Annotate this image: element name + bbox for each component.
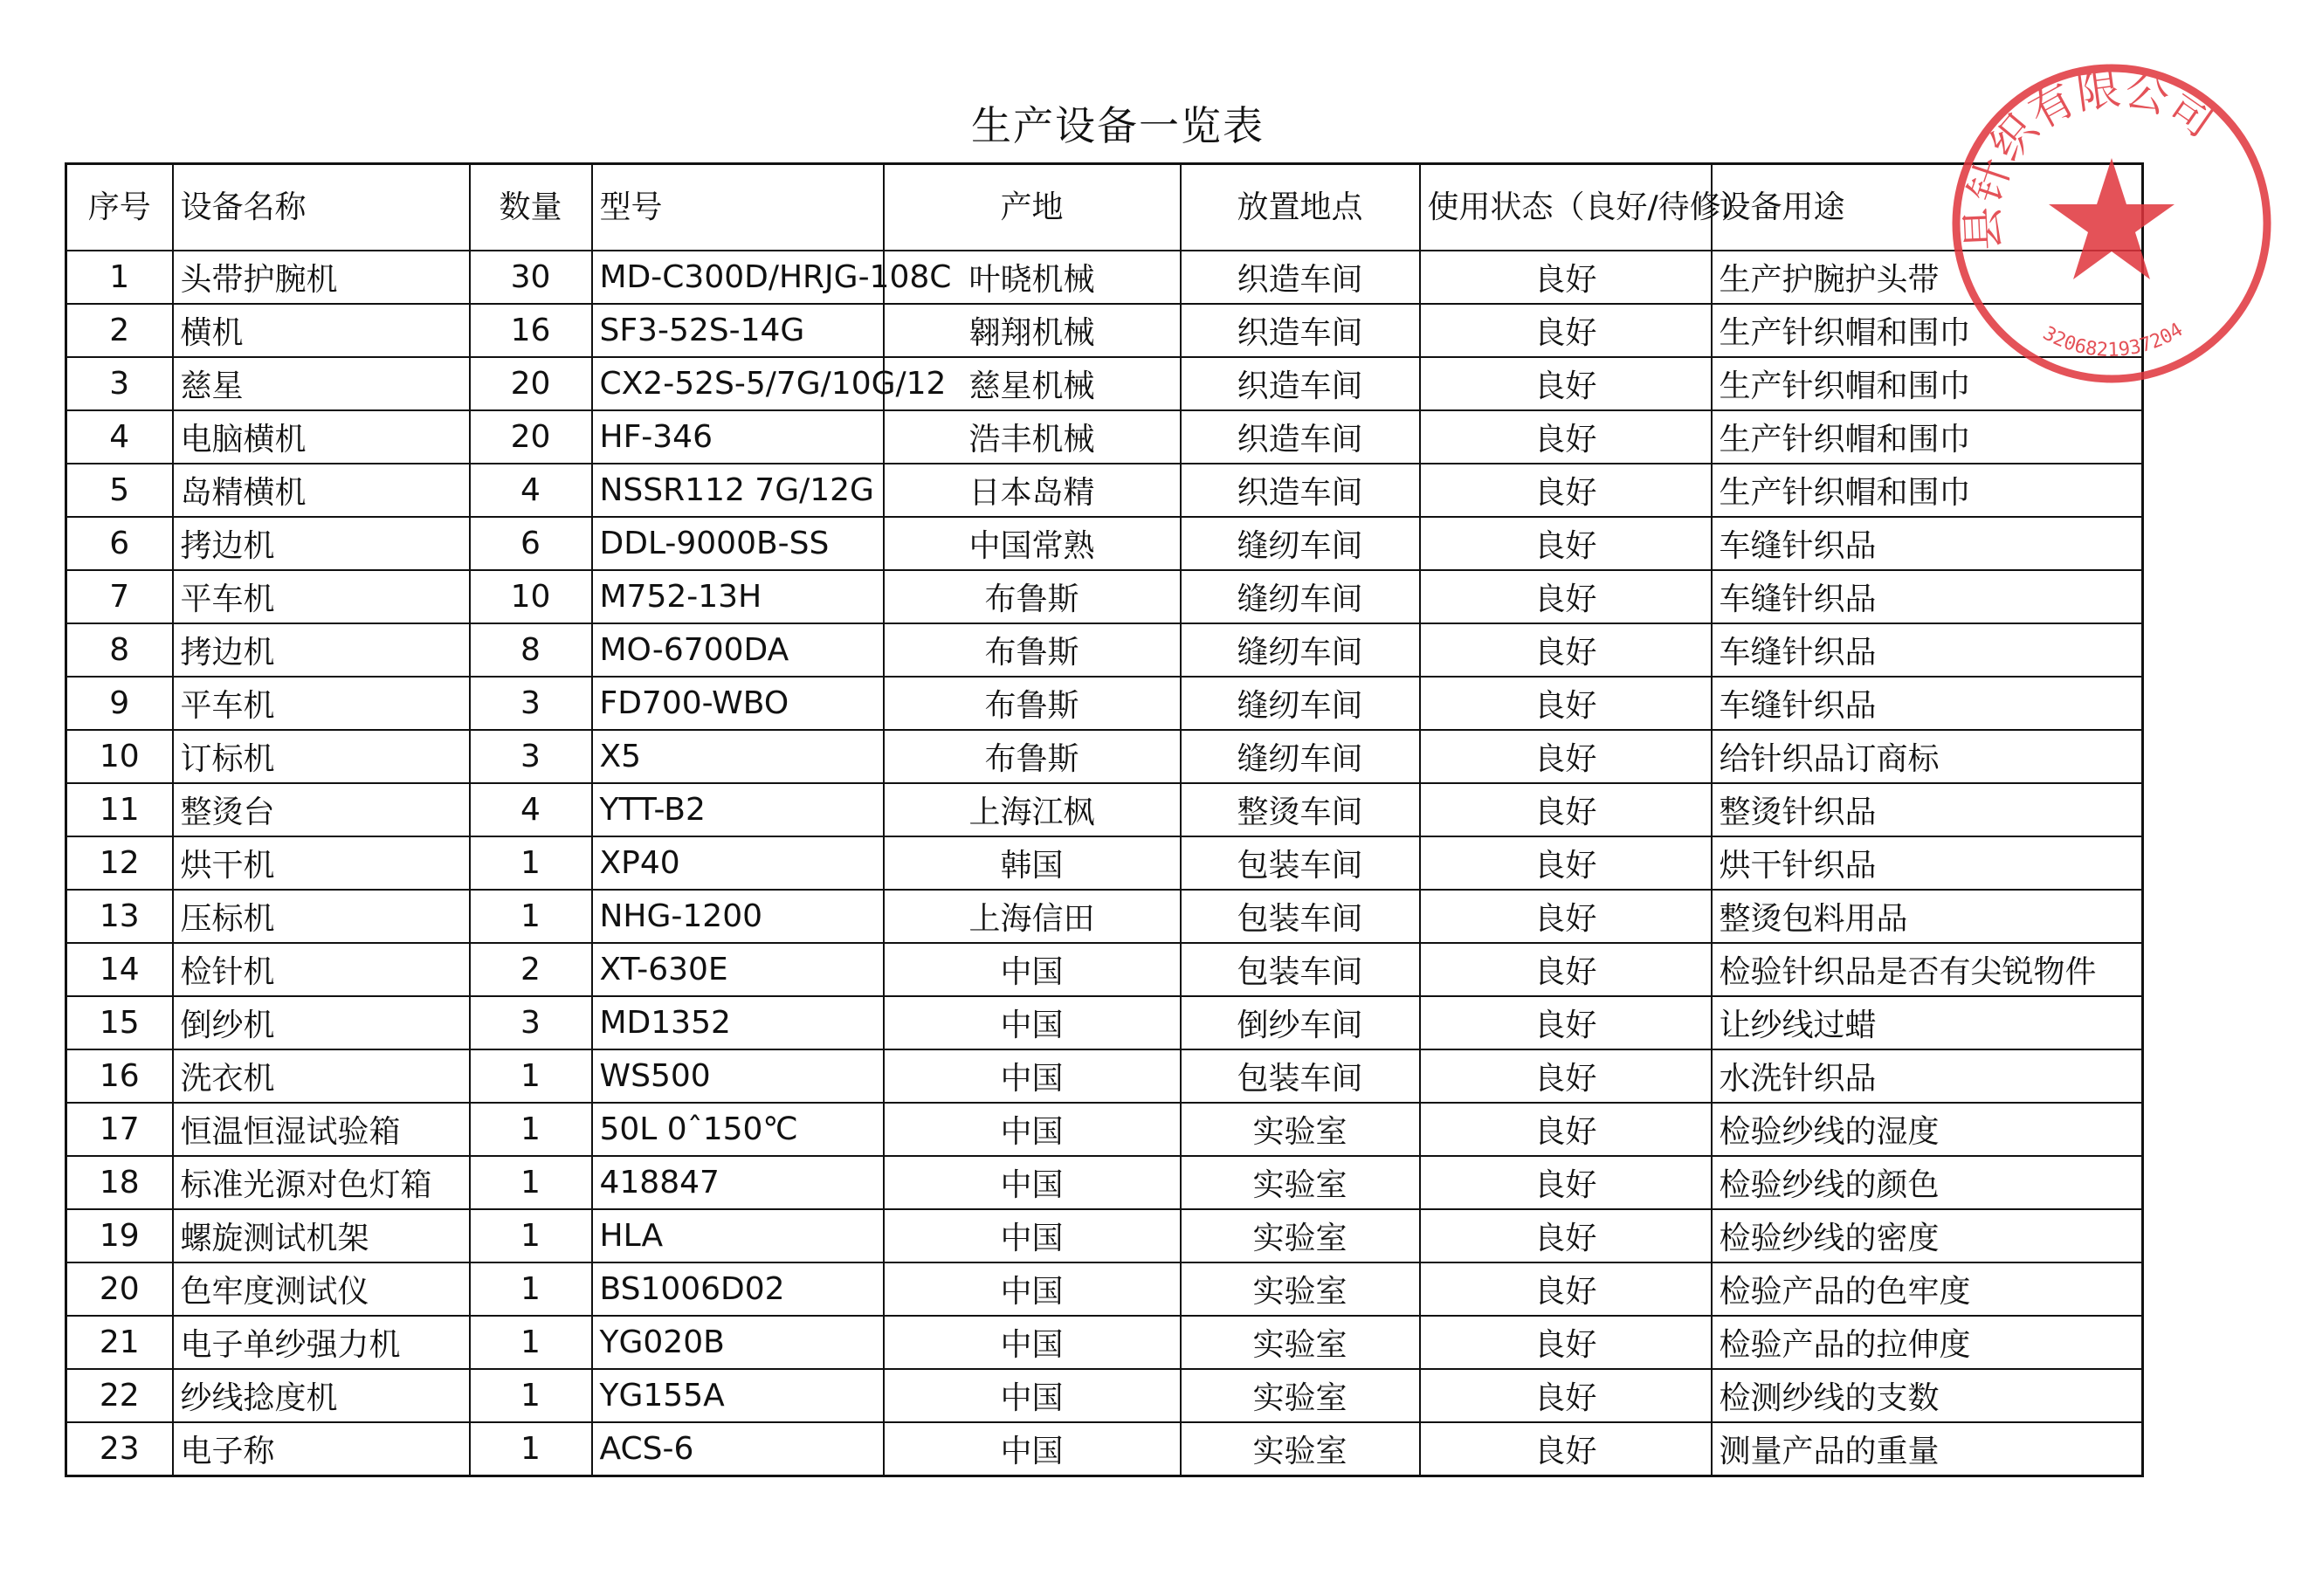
cell-qty: 1 bbox=[470, 1262, 592, 1316]
header-status: 使用状态（良好/待修） bbox=[1420, 164, 1712, 251]
cell-model: WS500 bbox=[592, 1049, 884, 1103]
cell-origin: 中国常熟 bbox=[884, 517, 1181, 570]
cell-model: DDL-9000B-SS bbox=[592, 517, 884, 570]
table-row bbox=[66, 464, 2143, 517]
cell-model: FD700-WBO bbox=[592, 677, 884, 730]
cell-origin: 叶晓机械 bbox=[884, 251, 1181, 304]
cell-origin: 中国 bbox=[884, 1422, 1181, 1476]
cell-index: 21 bbox=[66, 1316, 173, 1369]
cell-index: 23 bbox=[66, 1422, 173, 1476]
cell-index: 4 bbox=[66, 410, 173, 464]
cell-status: 良好 bbox=[1420, 890, 1712, 943]
cell-origin: 布鲁斯 bbox=[884, 570, 1181, 623]
cell-name: 洗衣机 bbox=[173, 1049, 470, 1103]
cell-purpose: 生产针织帽和围巾 bbox=[1712, 357, 2143, 410]
cell-qty: 2 bbox=[470, 943, 592, 996]
cell-purpose: 生产针织帽和围巾 bbox=[1712, 464, 2143, 517]
cell-status: 良好 bbox=[1420, 570, 1712, 623]
cell-index: 22 bbox=[66, 1369, 173, 1422]
cell-name: 标准光源对色灯箱 bbox=[173, 1156, 470, 1209]
cell-name: 整烫台 bbox=[173, 783, 470, 836]
cell-location: 倒纱车间 bbox=[1181, 996, 1420, 1049]
cell-model: SF3-52S-14G bbox=[592, 304, 884, 357]
cell-purpose: 整烫包料用品 bbox=[1712, 890, 2143, 943]
cell-name: 拷边机 bbox=[173, 517, 470, 570]
cell-name: 压标机 bbox=[173, 890, 470, 943]
table-row bbox=[66, 570, 2143, 623]
cell-purpose: 检验产品的拉伸度 bbox=[1712, 1316, 2143, 1369]
cell-model: X5 bbox=[592, 730, 884, 783]
cell-model: YTT-B2 bbox=[592, 783, 884, 836]
cell-index: 19 bbox=[66, 1209, 173, 1262]
cell-status: 良好 bbox=[1420, 357, 1712, 410]
cell-origin: 上海信田 bbox=[884, 890, 1181, 943]
cell-qty: 1 bbox=[470, 1422, 592, 1476]
cell-name: 电子称 bbox=[173, 1422, 470, 1476]
cell-location: 包装车间 bbox=[1181, 1049, 1420, 1103]
cell-status: 良好 bbox=[1420, 783, 1712, 836]
cell-purpose: 检验纱线的颜色 bbox=[1712, 1156, 2143, 1209]
cell-model: MO-6700DA bbox=[592, 623, 884, 677]
cell-model: HLA bbox=[592, 1209, 884, 1262]
cell-status: 良好 bbox=[1420, 836, 1712, 890]
cell-index: 14 bbox=[66, 943, 173, 996]
cell-status: 良好 bbox=[1420, 1316, 1712, 1369]
table-row bbox=[66, 1316, 2143, 1369]
cell-origin: 翱翔机械 bbox=[884, 304, 1181, 357]
table-row bbox=[66, 783, 2143, 836]
cell-status: 良好 bbox=[1420, 1209, 1712, 1262]
cell-status: 良好 bbox=[1420, 517, 1712, 570]
header-qty: 数量 bbox=[470, 164, 592, 251]
cell-index: 7 bbox=[66, 570, 173, 623]
cell-location: 缝纫车间 bbox=[1181, 517, 1420, 570]
cell-name: 拷边机 bbox=[173, 623, 470, 677]
cell-model: NSSR112 7G/12G bbox=[592, 464, 884, 517]
cell-model: XT-630E bbox=[592, 943, 884, 996]
cell-status: 良好 bbox=[1420, 1103, 1712, 1156]
cell-origin: 布鲁斯 bbox=[884, 730, 1181, 783]
table-row bbox=[66, 1049, 2143, 1103]
cell-location: 缝纫车间 bbox=[1181, 730, 1420, 783]
cell-status: 良好 bbox=[1420, 1262, 1712, 1316]
header-purpose: 设备用途 bbox=[1712, 164, 2143, 251]
header-model: 型号 bbox=[592, 164, 884, 251]
cell-qty: 1 bbox=[470, 1049, 592, 1103]
cell-qty: 4 bbox=[470, 464, 592, 517]
cell-status: 良好 bbox=[1420, 730, 1712, 783]
table-row bbox=[66, 943, 2143, 996]
cell-index: 10 bbox=[66, 730, 173, 783]
cell-qty: 20 bbox=[470, 357, 592, 410]
cell-location: 缝纫车间 bbox=[1181, 677, 1420, 730]
cell-index: 18 bbox=[66, 1156, 173, 1209]
cell-name: 检针机 bbox=[173, 943, 470, 996]
cell-model: NHG-1200 bbox=[592, 890, 884, 943]
cell-model: YG020B bbox=[592, 1316, 884, 1369]
cell-name: 订标机 bbox=[173, 730, 470, 783]
cell-model: BS1006D02 bbox=[592, 1262, 884, 1316]
cell-qty: 1 bbox=[470, 1156, 592, 1209]
table-row bbox=[66, 357, 2143, 410]
cell-origin: 中国 bbox=[884, 1049, 1181, 1103]
cell-model: HF-346 bbox=[592, 410, 884, 464]
cell-purpose: 整烫针织品 bbox=[1712, 783, 2143, 836]
table-row bbox=[66, 623, 2143, 677]
cell-qty: 10 bbox=[470, 570, 592, 623]
cell-origin: 日本岛精 bbox=[884, 464, 1181, 517]
header-name: 设备名称 bbox=[173, 164, 470, 251]
cell-index: 3 bbox=[66, 357, 173, 410]
cell-origin: 中国 bbox=[884, 996, 1181, 1049]
cell-origin: 布鲁斯 bbox=[884, 677, 1181, 730]
cell-location: 实验室 bbox=[1181, 1422, 1420, 1476]
cell-qty: 3 bbox=[470, 677, 592, 730]
cell-purpose: 车缝针织品 bbox=[1712, 677, 2143, 730]
cell-location: 缝纫车间 bbox=[1181, 570, 1420, 623]
cell-model: MD-C300D/HRJG-108C bbox=[592, 251, 884, 304]
cell-index: 6 bbox=[66, 517, 173, 570]
cell-name: 平车机 bbox=[173, 570, 470, 623]
header-location: 放置地点 bbox=[1181, 164, 1420, 251]
cell-name: 螺旋测试机架 bbox=[173, 1209, 470, 1262]
cell-model: XP40 bbox=[592, 836, 884, 890]
cell-qty: 30 bbox=[470, 251, 592, 304]
cell-name: 纱线捻度机 bbox=[173, 1369, 470, 1422]
cell-origin: 中国 bbox=[884, 1103, 1181, 1156]
header-index: 序号 bbox=[66, 164, 173, 251]
table-row bbox=[66, 304, 2143, 357]
table-row bbox=[66, 1209, 2143, 1262]
cell-purpose: 生产针织帽和围巾 bbox=[1712, 410, 2143, 464]
cell-origin: 中国 bbox=[884, 1369, 1181, 1422]
cell-status: 良好 bbox=[1420, 943, 1712, 996]
table-row bbox=[66, 1369, 2143, 1422]
cell-model: MD1352 bbox=[592, 996, 884, 1049]
cell-name: 恒温恒湿试验箱 bbox=[173, 1103, 470, 1156]
equipment-table bbox=[65, 162, 2144, 1477]
cell-qty: 1 bbox=[470, 1316, 592, 1369]
cell-purpose: 给针织品订商标 bbox=[1712, 730, 2143, 783]
cell-purpose: 烘干针织品 bbox=[1712, 836, 2143, 890]
cell-purpose: 车缝针织品 bbox=[1712, 517, 2143, 570]
cell-index: 20 bbox=[66, 1262, 173, 1316]
cell-location: 整烫车间 bbox=[1181, 783, 1420, 836]
cell-location: 织造车间 bbox=[1181, 304, 1420, 357]
header-origin: 产地 bbox=[884, 164, 1181, 251]
cell-origin: 中国 bbox=[884, 1209, 1181, 1262]
seal-text: 县针织有限公司 bbox=[1957, 63, 2224, 252]
cell-name: 电子单纱强力机 bbox=[173, 1316, 470, 1369]
cell-index: 5 bbox=[66, 464, 173, 517]
cell-location: 实验室 bbox=[1181, 1103, 1420, 1156]
cell-purpose: 检验纱线的密度 bbox=[1712, 1209, 2143, 1262]
table-row bbox=[66, 836, 2143, 890]
cell-index: 8 bbox=[66, 623, 173, 677]
table-row bbox=[66, 677, 2143, 730]
cell-model: ACS-6 bbox=[592, 1422, 884, 1476]
cell-purpose: 水洗针织品 bbox=[1712, 1049, 2143, 1103]
cell-status: 良好 bbox=[1420, 1422, 1712, 1476]
cell-status: 良好 bbox=[1420, 464, 1712, 517]
cell-purpose: 生产护腕护头带 bbox=[1712, 251, 2143, 304]
cell-name: 头带护腕机 bbox=[173, 251, 470, 304]
cell-origin: 韩国 bbox=[884, 836, 1181, 890]
cell-status: 良好 bbox=[1420, 410, 1712, 464]
cell-qty: 6 bbox=[470, 517, 592, 570]
cell-index: 11 bbox=[66, 783, 173, 836]
cell-location: 包装车间 bbox=[1181, 943, 1420, 996]
cell-purpose: 让纱线过蜡 bbox=[1712, 996, 2143, 1049]
cell-origin: 中国 bbox=[884, 1316, 1181, 1369]
table-row bbox=[66, 730, 2143, 783]
cell-purpose: 检验产品的色牢度 bbox=[1712, 1262, 2143, 1316]
cell-purpose: 车缝针织品 bbox=[1712, 623, 2143, 677]
table-row bbox=[66, 1262, 2143, 1316]
cell-name: 倒纱机 bbox=[173, 996, 470, 1049]
cell-origin: 中国 bbox=[884, 1262, 1181, 1316]
cell-location: 实验室 bbox=[1181, 1369, 1420, 1422]
cell-location: 织造车间 bbox=[1181, 357, 1420, 410]
cell-qty: 8 bbox=[470, 623, 592, 677]
cell-qty: 1 bbox=[470, 890, 592, 943]
cell-name: 横机 bbox=[173, 304, 470, 357]
table-row bbox=[66, 251, 2143, 304]
cell-purpose: 车缝针织品 bbox=[1712, 570, 2143, 623]
cell-index: 9 bbox=[66, 677, 173, 730]
cell-location: 织造车间 bbox=[1181, 410, 1420, 464]
cell-name: 烘干机 bbox=[173, 836, 470, 890]
cell-location: 缝纫车间 bbox=[1181, 623, 1420, 677]
cell-name: 色牢度测试仪 bbox=[173, 1262, 470, 1316]
cell-index: 12 bbox=[66, 836, 173, 890]
cell-status: 良好 bbox=[1420, 251, 1712, 304]
cell-qty: 1 bbox=[470, 1103, 592, 1156]
page-title: 生产设备一览表 bbox=[971, 102, 1265, 149]
cell-index: 17 bbox=[66, 1103, 173, 1156]
cell-purpose: 检测纱线的支数 bbox=[1712, 1369, 2143, 1422]
cell-index: 16 bbox=[66, 1049, 173, 1103]
table-row bbox=[66, 890, 2143, 943]
cell-name: 岛精横机 bbox=[173, 464, 470, 517]
cell-origin: 布鲁斯 bbox=[884, 623, 1181, 677]
cell-location: 织造车间 bbox=[1181, 251, 1420, 304]
cell-origin: 中国 bbox=[884, 1156, 1181, 1209]
cell-qty: 16 bbox=[470, 304, 592, 357]
cell-model: 50L 0ˆ150℃ bbox=[592, 1103, 884, 1156]
cell-name: 平车机 bbox=[173, 677, 470, 730]
cell-origin: 浩丰机械 bbox=[884, 410, 1181, 464]
cell-location: 包装车间 bbox=[1181, 836, 1420, 890]
cell-status: 良好 bbox=[1420, 996, 1712, 1049]
cell-status: 良好 bbox=[1420, 1156, 1712, 1209]
table-row bbox=[66, 1422, 2143, 1476]
cell-origin: 上海江枫 bbox=[884, 783, 1181, 836]
cell-qty: 1 bbox=[470, 1209, 592, 1262]
cell-qty: 3 bbox=[470, 730, 592, 783]
cell-index: 13 bbox=[66, 890, 173, 943]
cell-location: 包装车间 bbox=[1181, 890, 1420, 943]
cell-index: 2 bbox=[66, 304, 173, 357]
cell-location: 织造车间 bbox=[1181, 464, 1420, 517]
cell-status: 良好 bbox=[1420, 1049, 1712, 1103]
cell-status: 良好 bbox=[1420, 677, 1712, 730]
cell-location: 实验室 bbox=[1181, 1156, 1420, 1209]
cell-model: 418847 bbox=[592, 1156, 884, 1209]
cell-location: 实验室 bbox=[1181, 1316, 1420, 1369]
cell-location: 实验室 bbox=[1181, 1262, 1420, 1316]
table-row bbox=[66, 1103, 2143, 1156]
table-row bbox=[66, 517, 2143, 570]
cell-status: 良好 bbox=[1420, 623, 1712, 677]
table-row bbox=[66, 996, 2143, 1049]
cell-qty: 20 bbox=[470, 410, 592, 464]
cell-qty: 1 bbox=[470, 836, 592, 890]
cell-index: 1 bbox=[66, 251, 173, 304]
cell-purpose: 检验纱线的湿度 bbox=[1712, 1103, 2143, 1156]
cell-model: M752-13H bbox=[592, 570, 884, 623]
cell-qty: 3 bbox=[470, 996, 592, 1049]
table-row bbox=[66, 1156, 2143, 1209]
cell-name: 慈星 bbox=[173, 357, 470, 410]
table-header-row bbox=[66, 164, 2143, 251]
cell-name: 电脑横机 bbox=[173, 410, 470, 464]
cell-status: 良好 bbox=[1420, 1369, 1712, 1422]
cell-location: 实验室 bbox=[1181, 1209, 1420, 1262]
cell-model: YG155A bbox=[592, 1369, 884, 1422]
cell-origin: 慈星机械 bbox=[884, 357, 1181, 410]
cell-purpose: 生产针织帽和围巾 bbox=[1712, 304, 2143, 357]
cell-qty: 4 bbox=[470, 783, 592, 836]
cell-purpose: 检验针织品是否有尖锐物件 bbox=[1712, 943, 2143, 996]
cell-status: 良好 bbox=[1420, 304, 1712, 357]
cell-qty: 1 bbox=[470, 1369, 592, 1422]
cell-index: 15 bbox=[66, 996, 173, 1049]
table-row bbox=[66, 410, 2143, 464]
cell-model: CX2-52S-5/7G/10G/12 bbox=[592, 357, 884, 410]
seal-number: 3206821937204 bbox=[2038, 319, 2188, 361]
cell-origin: 中国 bbox=[884, 943, 1181, 996]
cell-purpose: 测量产品的重量 bbox=[1712, 1422, 2143, 1476]
